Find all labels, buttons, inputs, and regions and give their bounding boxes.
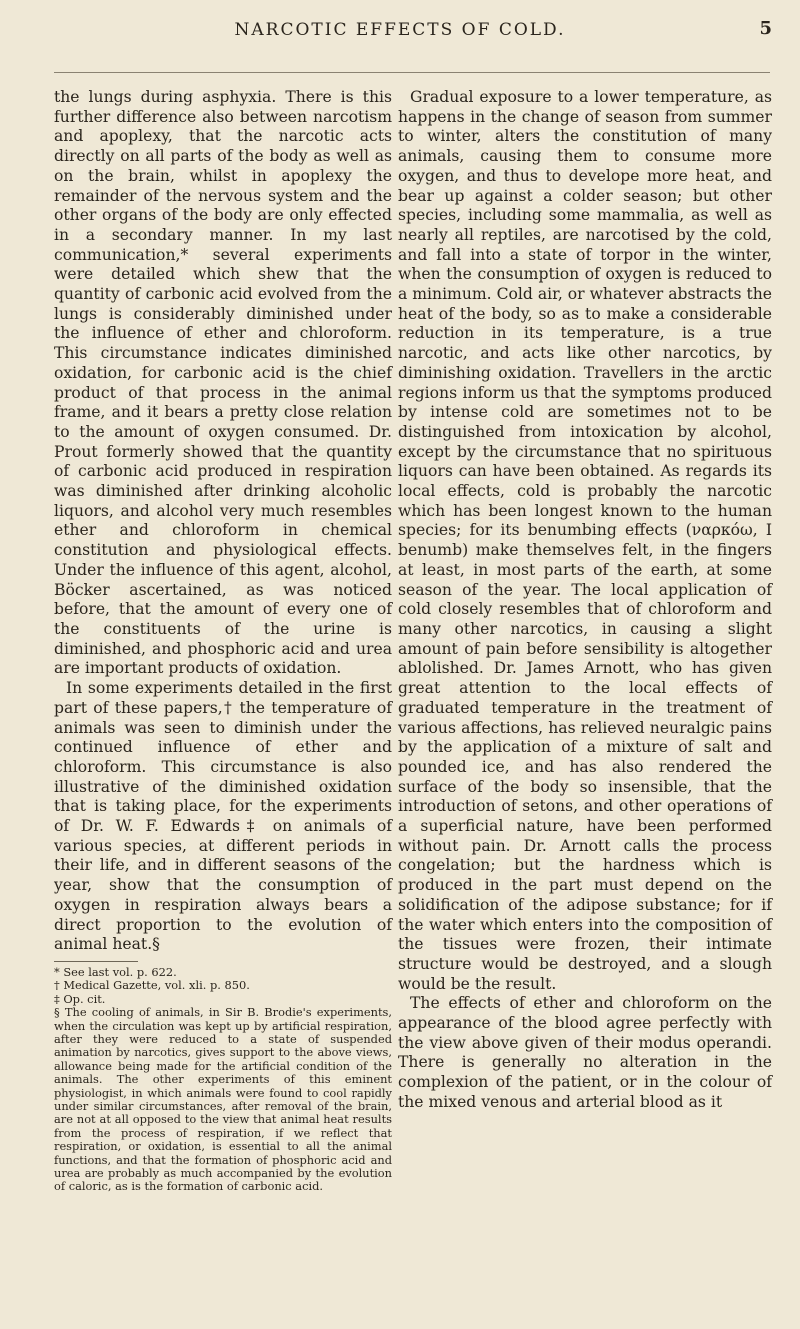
right-column	[398, 88, 772, 1113]
page-number: 5	[759, 18, 772, 39]
footnote: * See last vol. p. 622.	[54, 964, 177, 979]
paragraph: In some experiments detailed in the first part of these papers,† the temperature of animals was seen to diminish under the continued influence of ether and chloroform. This circumstance is also illustrative of the diminished oxidation that is taking place, for the experiments of Dr. W. F. Edwards‡ on animals of various species, at different periods in their life, and in different seasons of the year, show that the consumption of oxygen in respiration always bears a direct proportion to the evolution of animal heat.§	[54, 679, 392, 954]
page-header	[0, 14, 800, 58]
running-title: NARCOTIC EFFECTS OF COLD.	[234, 20, 566, 40]
paragraph: the lungs during asphyxia. There is this further difference also between narcotism and apoplexy, that the narcotic acts directly on all parts of the body as well as on the brain, whilst in apoplexy the remainder of the nervous system and the other organs of the body are only effected in a secondary manner. In my last communication,* several experiments were detailed which shew that the quantity of carbonic acid evolved from the lungs is considerably diminished under the influence of ether and chloroform. This circumstance indicates diminished oxidation, for carbonic acid is the chief product of that process in the animal frame, and it bears a pretty close relation to the amount of oxygen consumed. Dr. Prout formerly showed that the quantity of carbonic acid produced in respiration was diminished after drinking alcoholic liquors, and alcohol very much resembles ether and chloroform in chemical constitution and physiological effects. Under the influence of this agent, alcohol, Böcker ascertained, as was noticed before, that the amount of every one of the constituents of the urine is diminished, and phosphoric acid and urea are important products of oxidation.	[54, 88, 392, 678]
paragraph: Gradual exposure to a lower temperature, as happens in the change of season from summer to winter, alters the constitution of many animals, causing them to consume more oxygen, and thus to develope more heat, and bear up against a colder season; but other species, including some mammalia, as well as nearly all reptiles, are narcotised by the cold, and fall into a state of torpor in the winter, when the consumption of oxygen is reduced to a minimum. Cold air, or whatever abstracts the heat of the body, so as to make a considerable reduction in its temperature, is a true narcotic, and acts like other narcotics, by diminishing oxidation. Travellers in the arctic regions inform us that the symptoms produced by intense cold are sometimes not to be distinguished from intoxication by alcohol, except by the circumstance that no spirituous liquors can have been obtained. As regards its local effects, cold is probably the narcotic which has been longest known to the human species; for its benumbing effects (ναρκόω, I benumb) make themselves felt, in the fingers at least, in most parts of the earth, at some season of the year. The local application of cold closely resembles that of chloroform and many other narcotics, in causing a slight amount of pain before sensibility is altogether ablolished. Dr. James Arnott, who has given great attention to the local effects of graduated temperature in the treatment of various affections, has relieved neuralgic pains by the application of a mixture of salt and pounded ice, and has also rendered the surface of the body so insensible, that the introduction of setons, and other operations of a superficial nature, have been performed without pain. Dr. Arnott calls the process congelation; but the hardness which is produced in the part must depend on the solidification of the adipose substance; for if the water which enters into the composition of the tissues were frozen, their intimate structure would be destroyed, and a slough would be the result.	[398, 88, 772, 993]
footnote: † Medical Gazette, vol. xli. p. 850.	[54, 978, 250, 993]
header-rule	[54, 72, 770, 73]
footnote: ‡ Op. cit.	[54, 991, 106, 1006]
paragraph: The effects of ether and chloroform on the appearance of the blood agree perfectly with the view above given of their modus operandi. There is generally no alteration in the complexion of the patient, or in the colour of the mixed venous and arterial blood as it	[398, 994, 772, 1111]
footnotes	[54, 961, 392, 1194]
footnote-divider	[54, 961, 138, 962]
footnote: § The cooling of animals, in Sir B. Brodie's experiments, when the circulation was kept up by artificial respiration, after they were reduced to a state of suspended animation by narcotics, gives support to the above views, allowance being made for the artificial condition of the animals. The other experiments of this eminent physiologist, in which animals were found to cool rapidly under similar circumstances, after removal of the brain, are not at all opposed to the view that animal heat results from the process of respiration, if we reflect that respiration, or oxidation, is essential to all the animal functions, and that the formation of phosphoric acid and urea are probably as much accompanied by the evolution of caloric, as is the formation of carbonic acid.	[54, 1005, 392, 1194]
left-column	[54, 88, 392, 1194]
